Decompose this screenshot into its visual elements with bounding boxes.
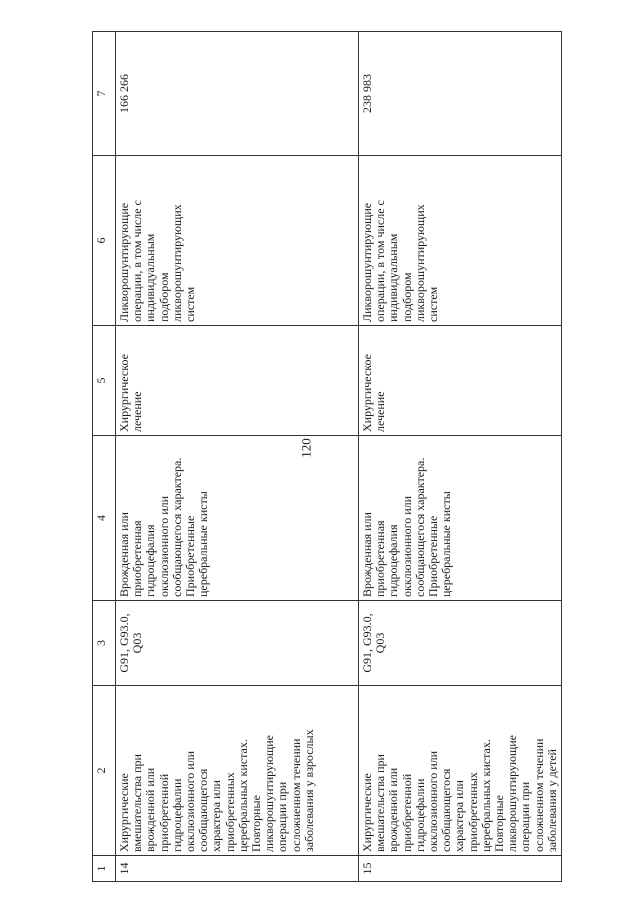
header-col-6: 6 [93, 156, 116, 326]
header-col-4: 4 [93, 436, 116, 601]
patient-model: Врожденная или приобретенная гидроцефалия окклюзионного или сообщающегося характера. Приобретенные церебральные кисты [116, 436, 359, 601]
table-row [359, 32, 562, 882]
header-row [93, 32, 116, 882]
treatment-method: Ликворошунтирующие операции, в том числе с индивидуальным подбором ликворошунтирующих систем [359, 156, 562, 326]
treatment-method: Ликворошунтирующие операции, в том числе с индивидуальным подбором ликворошунтирующих систем [116, 156, 359, 326]
cost-value: 166 266 [116, 32, 359, 156]
intervention-name: Хирургические вмешательства при врожденной или приобретенной гидроцефалии окклюзионного или сообщающегося характера или приобретенных церебральных кистах. Повторные ликворошунтирующие операции при осложненном течении заболевания у детей [359, 686, 562, 856]
header-col-1: 1 [93, 856, 116, 882]
icd-codes: G91, G93.0, Q03 [359, 601, 562, 686]
row-number: 14 [116, 856, 359, 882]
rotated-table-container [92, 32, 559, 882]
intervention-name: Хирургические вмешательства при врожденной или приобретенной гидроцефалии окклюзионного или сообщающегося характера или приобретенных церебральных кистах. Повторные ликворошунтирующие операции при осложненном течении заболевания у взрослых [116, 686, 359, 856]
header-col-2: 2 [93, 686, 116, 856]
treatment-type: Хирургическое лечение [359, 326, 562, 436]
icd-codes: G91, G93.0, Q03 [116, 601, 359, 686]
header-col-5: 5 [93, 326, 116, 436]
page-number: 120 [298, 438, 314, 458]
header-col-7: 7 [93, 32, 116, 156]
row-number: 15 [359, 856, 562, 882]
treatment-type: Хирургическое лечение [116, 326, 359, 436]
procedures-table [92, 31, 562, 882]
table-row [116, 32, 359, 882]
header-col-3: 3 [93, 601, 116, 686]
patient-model: Врожденная или приобретенная гидроцефалия окклюзионного или сообщающегося характера. Приобретенные церебральные кисты [359, 436, 562, 601]
cost-value: 238 983 [359, 32, 562, 156]
